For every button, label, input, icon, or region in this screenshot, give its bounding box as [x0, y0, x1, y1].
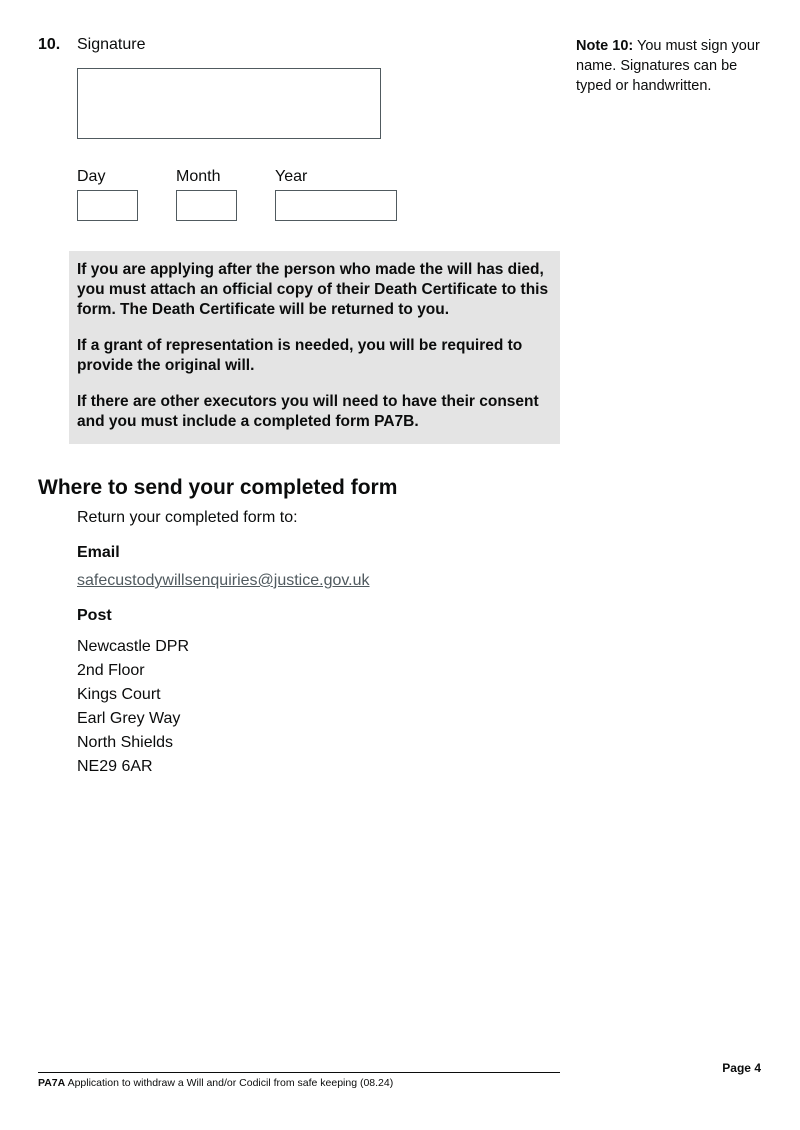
info-paragraph: If there are other executors you will need to have their consent and you must include a completed form PA7B.: [77, 393, 539, 430]
day-field[interactable]: [77, 190, 138, 221]
footer-form-code: PA7A: [38, 1077, 66, 1089]
footer-divider: [38, 1072, 560, 1073]
email-label: Email: [77, 544, 120, 561]
where-to-send-heading: Where to send your completed form: [38, 476, 398, 499]
address-line: 2nd Floor: [77, 662, 145, 679]
return-intro: Return your completed form to:: [77, 509, 298, 526]
email-link[interactable]: safecustodywillsenquiries@justice.gov.uk: [77, 572, 370, 589]
address-line: NE29 6AR: [77, 758, 153, 775]
signature-field[interactable]: [77, 68, 381, 139]
day-label: Day: [77, 168, 106, 185]
address-line: Earl Grey Way: [77, 710, 181, 727]
question-number: 10.: [38, 36, 61, 53]
footer-title-text: Application to withdraw a Will and/or Codicil from safe keeping (08.24): [65, 1077, 394, 1089]
note-text: You must sign your name. Signatures can be typed or handwritten.: [576, 38, 760, 94]
postal-address: [77, 635, 189, 779]
post-label: Post: [77, 607, 112, 624]
page-number: Page 4: [722, 1061, 761, 1075]
month-field[interactable]: [176, 190, 237, 221]
note-title: Note 10:: [576, 38, 634, 54]
signature-label: Signature: [77, 36, 146, 53]
info-box: [69, 251, 560, 444]
address-line: North Shields: [77, 734, 174, 751]
address-line: Kings Court: [77, 686, 161, 703]
footer-form-title: [38, 1077, 393, 1089]
month-label: Month: [176, 168, 221, 185]
address-line: Newcastle DPR: [77, 638, 190, 655]
info-paragraph: If a grant of representation is needed, you will be required to provide the original will.: [77, 337, 523, 374]
note-10: [576, 36, 776, 96]
info-paragraph: If you are applying after the person who made the will has died, you must attach an official copy of their Death Certificate to this form. The Death Certificate will be returned to you.: [77, 261, 549, 318]
year-label: Year: [275, 168, 308, 185]
year-field[interactable]: [275, 190, 397, 221]
